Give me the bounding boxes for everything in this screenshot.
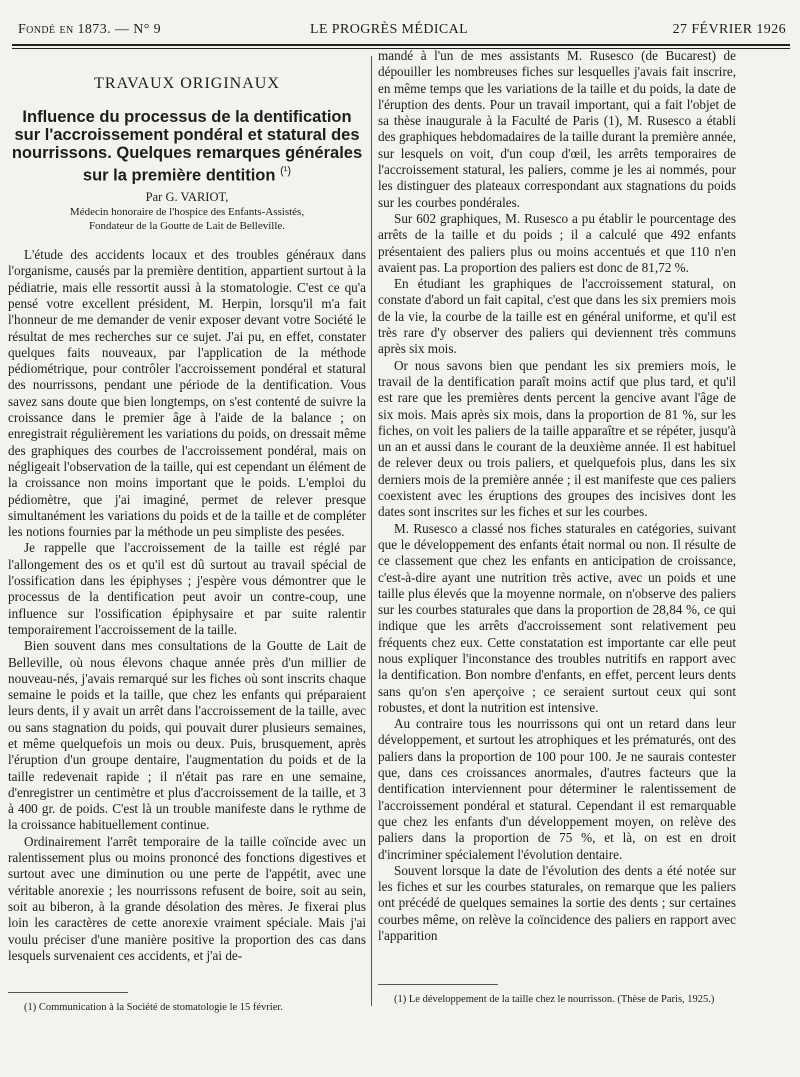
affiliation-line: Fondateur de la Goutte de Lait de Belleville.: [88, 220, 286, 233]
body-paragraph: Sur 602 graphiques, M. Rusesco a pu établir le pourcentage des arrêts de la taille et du poids ; il a calculé que 492 enfants présentaient des paliers plus ou moins accentués et que 110 n'en avaient pas. La proportion des paliers est donc de 81,72 %.: [378, 210, 736, 275]
footnote-block: [378, 968, 736, 1006]
article-title-text: Influence du processus de la dentification sur l'accroissement pondéral et statural des nourrissons. Quelques remarques générales sur la première dentition: [11, 108, 363, 185]
body-paragraph: M. Rusesco a classé nos fiches staturales en catégories, suivant que le développement des enfants était normal ou non. Il résulte de ce classement que chez les enfants en anticipation de croissance, c'est-à-dire ayant une nutrition très active, avec un poids et une taille plus élevés que la moyenne normale, on n'observe des paliers sur les courbes staturales que dans la proportion de 28,84 %, ce qui indique que les arrêts d'accroissement sont relativement peu fréquents chez eux. Cette constatation est importante car elle peut nous expliquer l'inconstance des troubles nutritifs en rapport avec la dentification. Bon nombre d'enfants, en effet, percent leurs dents sans qu'on s'en aperçoive ; ce seraient surtout ceux qui sont robustes, et dont la nutrition est intensive.: [378, 520, 736, 715]
title-note-marker: (¹): [280, 165, 292, 178]
affiliation-line: Médecin honoraire de l'hospice des Enfants-Assistés,: [69, 206, 305, 219]
author-affiliation: [8, 205, 366, 233]
author-byline: Par G. VARIOT,: [145, 189, 229, 204]
right-column: [378, 48, 736, 1005]
column-divider: [371, 56, 372, 1006]
running-header: [18, 22, 786, 38]
article-title: [8, 108, 366, 185]
header-founded: Fondé en 1873. — N° 9: [18, 22, 161, 37]
left-column: [8, 56, 366, 1013]
body-paragraph: Ordinairement l'arrêt temporaire de la taille coïncide avec un ralentissement plus ou moins prononcé des fonctions digestives et surtout avec une diminution ou une perte de l'appétit, avec une véritable anorexie ; les nourrissons refusent de boire, soit au sein, soit au biberon, à la grande désolation des mères. Je fixerai plus loin les caractères de cette anorexie vraiment spéciale. Mais j'ai voulu préciser d'une manière positive la proportion des cas dans lesquels survenaient ces accidents, et j'ai de-: [8, 833, 366, 963]
body-paragraph: Or nous savons bien que pendant les six premiers mois, le travail de la dentification paraît moins actif que plus tard, et qu'il est rare que les premières dents percent la gencive avant l'âge de six mois. Mais après six mois, dans la proportion de 81 %, sur les fiches, on voit les paliers de la taille apparaître et se répéter, jusqu'à un an et aussi dans le courant de la deuxième année. Il est habituel de relever deux ou trois paliers, et quelquefois plus, dans les six derniers mois de la première année ; il est manifeste que ces paliers coexistent avec les éruptions des groupes des incisives dont les dates sont inscrites sur les fiches et sur les courbes.: [378, 357, 736, 520]
header-journal-title: LE PROGRÈS MÉDICAL: [310, 22, 469, 37]
footnote-rule: [378, 984, 498, 985]
body-paragraph: mandé à l'un de mes assistants M. Rusesco (de Bucarest) de dépouiller les nombreuses fiches sur lesquelles j'avais fait inscrire, en même temps que les variations de la taille et du poids, la date de l'éruption des dents. Pour un travail important, qui a fait l'objet de sa thèse inaugurale à la Faculté de Paris (1), M. Rusesco a établi des graphiques hebdomadaires de la taille durant la première année, sur lesquels on voit, d'un coup d'œil, les arrêts temporaires de l'accroissement statural, les paliers, comme je les ai nommés, pour les distinguer des plateaux correspondant aux stagnations du poids sur les courbes pondérales.: [378, 48, 736, 210]
footnote: (1) Communication à la Société de stomatologie le 15 février.: [24, 1002, 283, 1013]
footnote: (1) Le développement de la taille chez le nourrisson. (Thèse de Paris, 1925.): [394, 994, 715, 1005]
header-date: 27 FÉVRIER 1926: [672, 22, 786, 37]
section-title: TRAVAUX ORIGINAUX: [94, 75, 280, 92]
body-paragraph: Souvent lorsque la date de l'évolution des dents a été notée sur les fiches et sur les courbes staturales, on remarque que les paliers ont précédé de quelques semaines la sortie des dents ; sur certaines courbes même, on relève la coïncidence des paliers en rapport avec l'apparition: [378, 862, 736, 944]
body-paragraph: Je rappelle que l'accroissement de la taille est réglé par l'allongement des os et qu'il est dû surtout au travail spécial de l'ossification dans les épiphyses ; j'espère vous démontrer que le processus de la dentification peut avoir un contre-coup, une influence sur l'ossification épiphysaire et par suite ralentir temporairement l'accroissement de la taille.: [8, 540, 366, 637]
footnote-rule: [8, 992, 128, 993]
body-paragraph: Au contraire tous les nourrissons qui ont un retard dans leur développement, et surtout les atrophiques et les prématurés, ont des paliers dans la proportion de 100 pour 100. Je ne saurais contester que, dans ces croissances anormales, d'autres facteurs que la dentification interviennent pour déterminer le ralentissement de l'accroissement pondéral et statural. Cependant il est remarquable que chez les enfants d'un développement moyen, on relève des paliers dans la proportion de 75 %, et là, on est en droit d'incriminer spécialement l'évolution dentaire.: [378, 716, 736, 862]
body-paragraph: En étudiant les graphiques de l'accroissement statural, on constate d'abord un fait capital, c'est que dans les six premiers mois de la vie, la courbe de la taille est en général uniforme, et qu'il est très rare d'y observer des paliers qui deviennent très communs après six mois.: [378, 276, 736, 357]
body-paragraph: Bien souvent dans mes consultations de la Goutte de Lait de Belleville, où nous élevons chaque année près d'un millier de nouveau-nés, j'avais remarqué sur les fiches où sont inscrits chaque semaine le poids et la taille, que chez les enfants qui préparaient leurs dents, il y avait un arrêt dans l'accroissement de la taille, avec ou sans stagnation du poids, qui pouvait durer plusieurs semaines, et même quelquefois un mois ou deux. Puis, brusquement, après l'éruption d'un groupe dentaire, l'augmentation du poids et de la taille redevenait rapide ; il n'était pas rare en une semaine, d'enregistrer un centimètre et plus d'accroissement de la taille, et 3 à 400 gr. de poids. C'est là un trouble manifeste dans le rythme de la croissance habituellement continue.: [8, 638, 366, 833]
footnote-block: [8, 976, 366, 1014]
body-paragraph: L'étude des accidents locaux et des troubles généraux dans l'organisme, causés par la première dentition, appartient surtout à la pédiatrie, mais elle ressortit aussi à la stomatologie. C'est ce qu'a pensé votre excellent président, M. Herpin, lorsqu'il m'a fait l'honneur de me demander de venir exposer devant votre Société le résultat de mes recherches sur ce sujet. J'ai pu, en effet, constater quelques faits nouveaux, par l'application de la méthode pédiométrique, pour contrôler l'accroissement pondéral et statural des nourrissons, pendant une période de la dentification. Vous savez sans doute que bien longtemps, on s'est contenté de suivre la croissance dans le premier âge à l'aide de la balance ; on enregistrait régulièrement les variations du poids, on dressait même des graphiques des courbes de l'accroissement pondéral, mais on négligeait l'observation de la taille, qui est cependant un élément de la croissance non moins important que le poids. L'emploi du pédiomètre, que j'ai imaginé, permet de relever presque simultanément les variations du poids et de la taille et de compléter les notions fournies par la méthode un peu simpliste des pesées.: [8, 247, 366, 540]
